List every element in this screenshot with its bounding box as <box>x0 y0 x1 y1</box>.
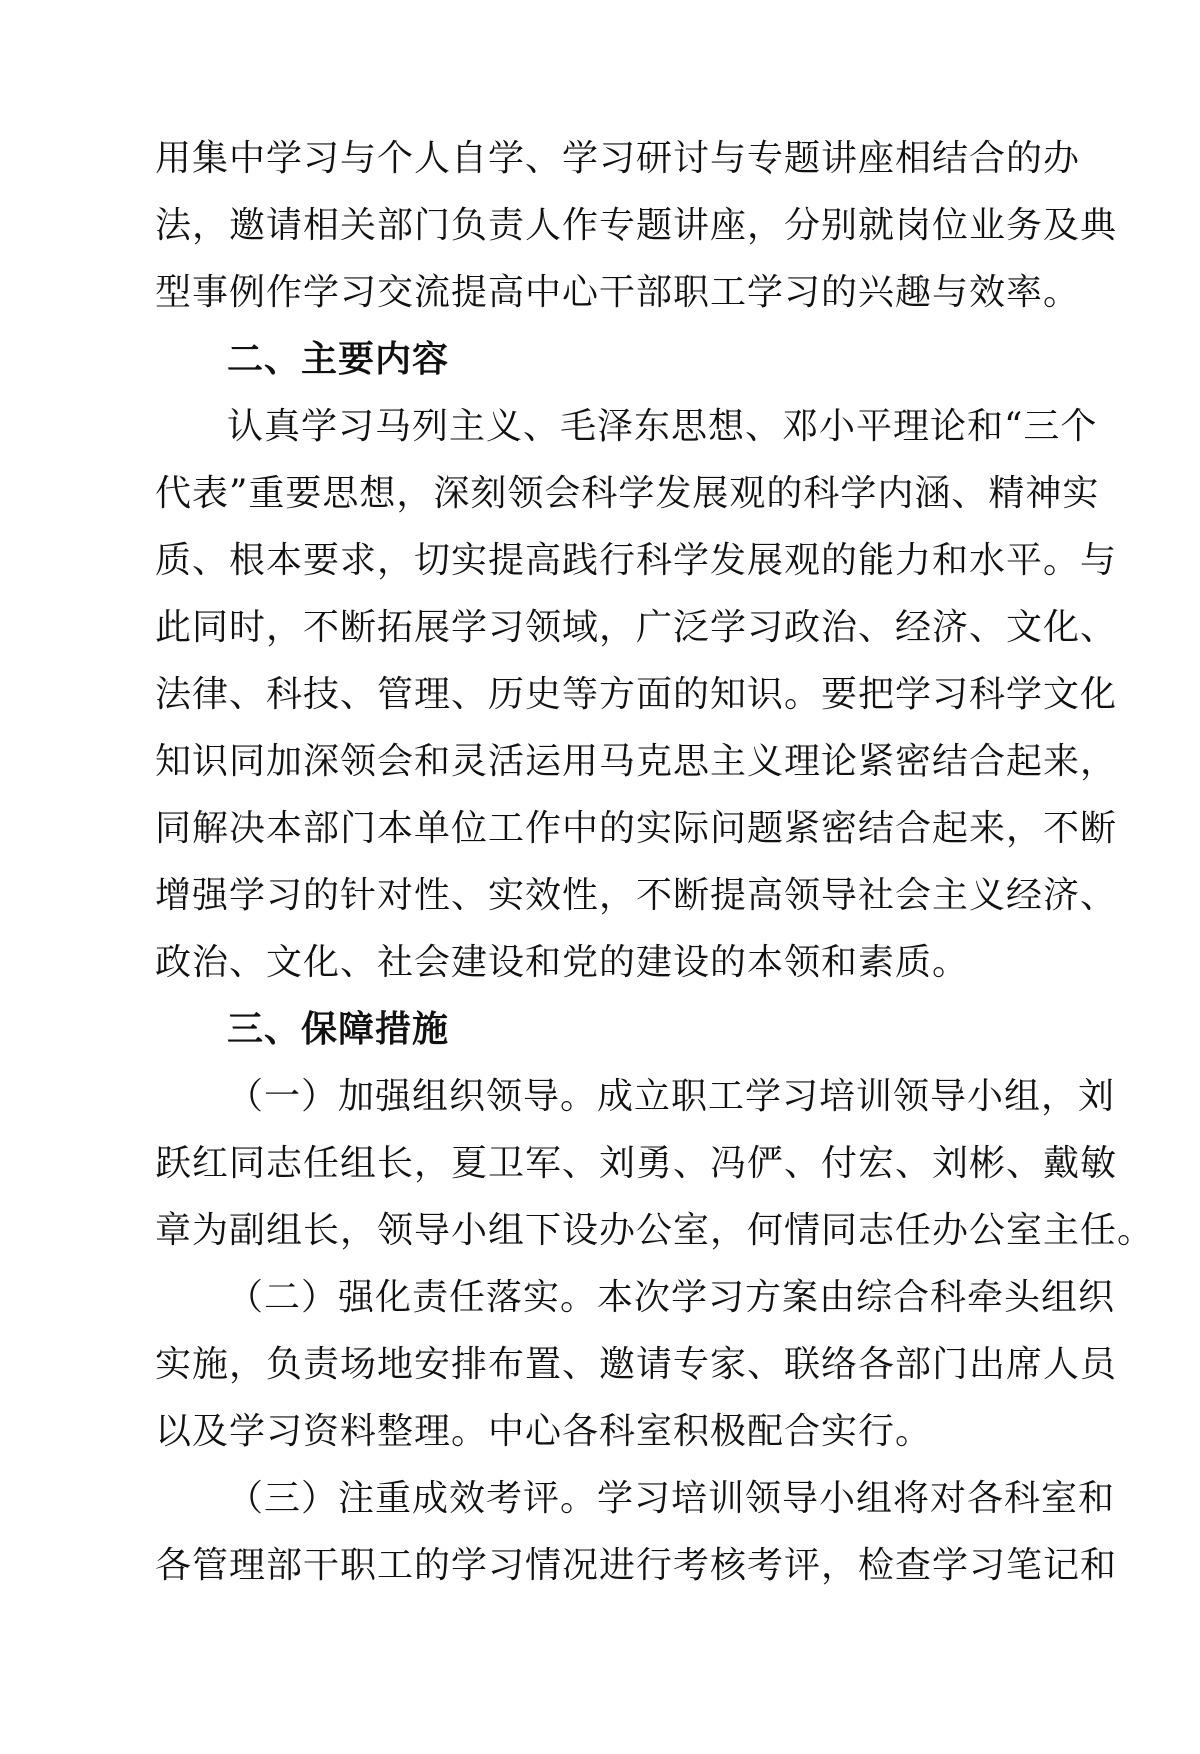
text-line: 代表”重要思想，深刻领会科学发展观的科学内涵、精神实 <box>155 473 1100 514</box>
text-line: 二、主要内容 <box>227 338 450 380</box>
text-line: 认真学习马列主义、毛泽东思想、邓小平理论和“三个 <box>227 406 1098 447</box>
paragraph <box>155 1465 1118 1599</box>
text-line: 同解决本部门本单位工作中的实际问题紧密结合起来，不断 <box>155 808 1118 849</box>
paragraph <box>155 125 1118 326</box>
text-line: 实施，负责场地安排布置、邀请专家、联络各部门出席人员 <box>155 1344 1118 1385</box>
text-line: 知识同加深领会和灵活运用马克思主义理论紧密结合起来， <box>155 741 1118 782</box>
text-line: 质、根本要求，切实提高践行科学发展观的能力和水平。与 <box>155 540 1118 581</box>
text-line: 用集中学习与个人自学、学习研讨与专题讲座相结合的办 <box>155 138 1081 179</box>
text-line: 各管理部干职工的学习情况进行考核考评，检查学习笔记和 <box>155 1545 1118 1586</box>
paragraph <box>155 1264 1118 1465</box>
text-line: （三）注重成效考评。学习培训领导小组将对各科室和 <box>227 1478 1116 1519</box>
text-line: （一）加强组织领导。成立职工学习培训领导小组，刘 <box>227 1076 1116 1117</box>
text-line: 型事例作学习交流提高中心干部职工学习的兴趣与效率。 <box>155 272 1081 313</box>
text-line: 增强学习的针对性、实效性，不断提高领导社会主义经济、 <box>155 875 1118 916</box>
text-line: 法，邀请相关部门负责人作专题讲座，分别就岗位业务及典 <box>155 205 1118 246</box>
document-body <box>155 125 1155 1599</box>
text-line: （二）强化责任落实。本次学习方案由综合科牵头组织 <box>227 1277 1116 1318</box>
text-line: 政治、文化、社会建设和党的建设的本领和素质。 <box>155 942 970 983</box>
text-line: 三、保障措施 <box>227 1008 450 1050</box>
text-line: 此同时，不断拓展学习领域，广泛学习政治、经济、文化、 <box>155 607 1118 648</box>
text-line: 以及学习资料整理。中心各科室积极配合实行。 <box>155 1411 933 1452</box>
section-heading <box>155 996 1050 1063</box>
text-line: 法律、科技、管理、历史等方面的知识。要把学习科学文化 <box>155 674 1118 715</box>
text-line: 章为副组长，领导小组下设办公室，何情同志任办公室主任。 <box>155 1210 1155 1251</box>
paragraph <box>155 393 1118 996</box>
text-line: 跃红同志任组长，夏卫军、刘勇、冯俨、付宏、刘彬、戴敏 <box>155 1143 1118 1184</box>
paragraph <box>155 1063 1155 1264</box>
section-heading <box>155 326 1050 393</box>
